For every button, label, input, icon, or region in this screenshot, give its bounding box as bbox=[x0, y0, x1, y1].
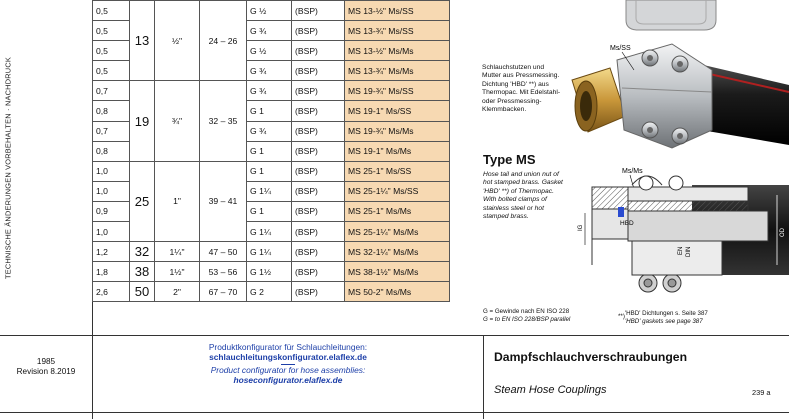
type-code-cell: MS 25-1¼" Ms/SS bbox=[345, 181, 450, 201]
weight-cell: 0,8 bbox=[93, 101, 130, 121]
edition-info bbox=[0, 357, 92, 377]
standard-cell: (BSP) bbox=[292, 101, 345, 121]
hose-inch-cell: 1½" bbox=[155, 262, 200, 282]
hose-inch-cell: 1¼" bbox=[155, 242, 200, 262]
thread-cell: G 1 bbox=[247, 141, 292, 161]
hose-size-cell: 32 bbox=[130, 242, 155, 262]
hose-od-cell: 47 – 50 bbox=[200, 242, 247, 262]
description-german: Schlauchstutzen und Mutter aus Pressmessing. Dichtung 'HBD' **) aus Thermopac. Mit Edelstahl- oder Pressmessing-Klemmbacken. bbox=[482, 64, 561, 114]
standard-cell: (BSP) bbox=[292, 222, 345, 242]
side-notice-text: TECHNISCHE ÄNDERUNGEN VORBEHALTEN · NACHDRUCK bbox=[3, 56, 13, 279]
configurator-english-link[interactable]: hoseconfigurator.elaflex.de bbox=[233, 374, 343, 385]
configurator-english: Product configurator for hose assemblies: bbox=[210, 365, 366, 376]
weight-cell: 0,5 bbox=[93, 1, 130, 21]
hose-od-cell: 67 – 70 bbox=[200, 282, 247, 302]
configurator-german: Produktkonfigurator für Schlauchleitungen: bbox=[208, 342, 368, 352]
standard-cell: (BSP) bbox=[292, 181, 345, 201]
table-row bbox=[93, 81, 450, 101]
label-od: OD bbox=[780, 228, 786, 237]
type-code-cell: MS 19-1" Ms/Ms bbox=[345, 141, 450, 161]
weight-cell: 1,2 bbox=[93, 242, 130, 262]
weight-cell: 2,6 bbox=[93, 282, 130, 302]
hose-size-cell: 50 bbox=[130, 282, 155, 302]
standard-cell: (BSP) bbox=[292, 61, 345, 81]
weight-cell: 0,5 bbox=[93, 21, 130, 41]
gasket-note bbox=[618, 310, 708, 325]
thread-cell: G ¾ bbox=[247, 81, 292, 101]
hose-inch-cell: 2" bbox=[155, 282, 200, 302]
configurator-german-link[interactable]: schlauchleitungskonfigurator.elaflex.de bbox=[209, 351, 367, 362]
weight-cell: 1,0 bbox=[93, 181, 130, 201]
type-code-cell: MS 19-¾" Ms/Ms bbox=[345, 121, 450, 141]
thread-cell: G ½ bbox=[247, 1, 292, 21]
revision: Revision 8.2019 bbox=[16, 367, 76, 376]
weight-cell: 0,7 bbox=[93, 121, 130, 141]
label-ig: IG bbox=[578, 224, 584, 231]
standard-cell: (BSP) bbox=[292, 121, 345, 141]
weight-cell: 0,5 bbox=[93, 61, 130, 81]
hose-size-cell: 13 bbox=[130, 1, 155, 81]
label-en: EN bbox=[678, 246, 684, 255]
thread-cell: G 1 bbox=[247, 101, 292, 121]
thread-cell: G ¾ bbox=[247, 121, 292, 141]
thread-cell: G ¾ bbox=[247, 61, 292, 81]
type-code-cell: MS 19-1" Ms/SS bbox=[345, 101, 450, 121]
specification-table bbox=[92, 0, 450, 302]
standard-cell: (BSP) bbox=[292, 81, 345, 101]
table-row bbox=[93, 1, 450, 21]
table-row bbox=[93, 161, 450, 181]
thread-note-german: G = Gewinde nach EN ISO 228 bbox=[483, 308, 570, 315]
type-code-cell: MS 13-¾" Ms/SS bbox=[345, 21, 450, 41]
hose-inch-cell: 1" bbox=[155, 161, 200, 241]
weight-cell: 1,0 bbox=[93, 222, 130, 242]
footnote-mark: **) bbox=[618, 313, 625, 320]
thread-cell: G 1¼ bbox=[247, 242, 292, 262]
label-ms-ms: Ms/Ms bbox=[622, 168, 643, 175]
table-row bbox=[93, 242, 450, 262]
page-title: Dampfschlauchverschraubungen bbox=[494, 350, 688, 364]
thread-cell: G 1¼ bbox=[247, 222, 292, 242]
weight-cell: 0,5 bbox=[93, 41, 130, 61]
footer-divider bbox=[483, 335, 484, 419]
type-heading: Type MS bbox=[483, 152, 536, 167]
standard-cell: (BSP) bbox=[292, 1, 345, 21]
label-din: DIN bbox=[686, 246, 692, 257]
type-code-cell: MS 38-1½" Ms/Ms bbox=[345, 262, 450, 282]
thread-cell: G 1 bbox=[247, 201, 292, 221]
type-code-cell: MS 25-1" Ms/Ms bbox=[345, 201, 450, 221]
weight-cell: 0,9 bbox=[93, 201, 130, 221]
label-ms-ss: Ms/SS bbox=[610, 45, 631, 52]
type-code-cell: MS 13-¾" Ms/Ms bbox=[345, 61, 450, 81]
standard-cell: (BSP) bbox=[292, 21, 345, 41]
weight-cell: 1,0 bbox=[93, 161, 130, 181]
table-row bbox=[93, 282, 450, 302]
hose-size-cell: 19 bbox=[130, 81, 155, 161]
standard-cell: (BSP) bbox=[292, 242, 345, 262]
description-english: Hose tail and union nut of hot stamped brass. Gasket 'HBD' **) of Thermopac. With bolted clamps of stainless steel or hot stamped brass. bbox=[483, 171, 563, 221]
table-row bbox=[93, 262, 450, 282]
thread-note-english: G = to EN ISO 228/BSP parallel bbox=[483, 315, 571, 323]
page-subtitle: Steam Hose Couplings bbox=[494, 384, 607, 396]
thread-cell: G 1¼ bbox=[247, 181, 292, 201]
type-code-cell: MS 32-1¼" Ms/Ms bbox=[345, 242, 450, 262]
coupling-photo bbox=[562, 30, 789, 170]
type-code-cell: MS 25-1" Ms/SS bbox=[345, 161, 450, 181]
standard-cell: (BSP) bbox=[292, 201, 345, 221]
gasket-note-english: 'HBD' gaskets see page 387 bbox=[625, 317, 703, 325]
thread-cell: G 1½ bbox=[247, 262, 292, 282]
hose-od-cell: 53 – 56 bbox=[200, 262, 247, 282]
thread-cell: G 2 bbox=[247, 282, 292, 302]
thread-note bbox=[483, 308, 633, 323]
hose-inch-cell: ¾" bbox=[155, 81, 200, 161]
type-code-cell: MS 13-½" Ms/SS bbox=[345, 1, 450, 21]
hose-od-cell: 39 – 41 bbox=[200, 161, 247, 241]
side-notice bbox=[0, 0, 18, 335]
weight-cell: 0,7 bbox=[93, 81, 130, 101]
cross-section-drawing bbox=[572, 165, 789, 305]
hose-size-cell: 38 bbox=[130, 262, 155, 282]
standard-cell: (BSP) bbox=[292, 262, 345, 282]
hose-od-cell: 24 – 26 bbox=[200, 1, 247, 81]
thread-cell: G ½ bbox=[247, 41, 292, 61]
label-hbd: HBD bbox=[620, 220, 634, 227]
standard-cell: (BSP) bbox=[292, 41, 345, 61]
footer-rule bbox=[0, 335, 789, 336]
type-code-cell: MS 13-½" Ms/Ms bbox=[345, 41, 450, 61]
hose-inch-cell: ½" bbox=[155, 1, 200, 81]
standard-cell: (BSP) bbox=[292, 282, 345, 302]
weight-cell: 1,8 bbox=[93, 262, 130, 282]
hose-size-cell: 25 bbox=[130, 161, 155, 241]
gasket-note-german: 'HBD' Dichtungen s. Seite 387 bbox=[625, 310, 708, 317]
type-code-cell: MS 19-¾" Ms/SS bbox=[345, 81, 450, 101]
year: 1985 bbox=[36, 357, 56, 366]
standard-cell: (BSP) bbox=[292, 161, 345, 181]
thread-cell: G ¾ bbox=[247, 21, 292, 41]
footer-bottom-rule bbox=[0, 412, 789, 413]
configurator-info bbox=[93, 343, 483, 385]
weight-cell: 0,8 bbox=[93, 141, 130, 161]
page-number: 239 a bbox=[752, 388, 771, 397]
standard-cell: (BSP) bbox=[292, 141, 345, 161]
type-code-cell: MS 25-1¼" Ms/Ms bbox=[345, 222, 450, 242]
thread-cell: G 1 bbox=[247, 161, 292, 181]
hose-od-cell: 32 – 35 bbox=[200, 81, 247, 161]
type-code-cell: MS 50-2" Ms/Ms bbox=[345, 282, 450, 302]
